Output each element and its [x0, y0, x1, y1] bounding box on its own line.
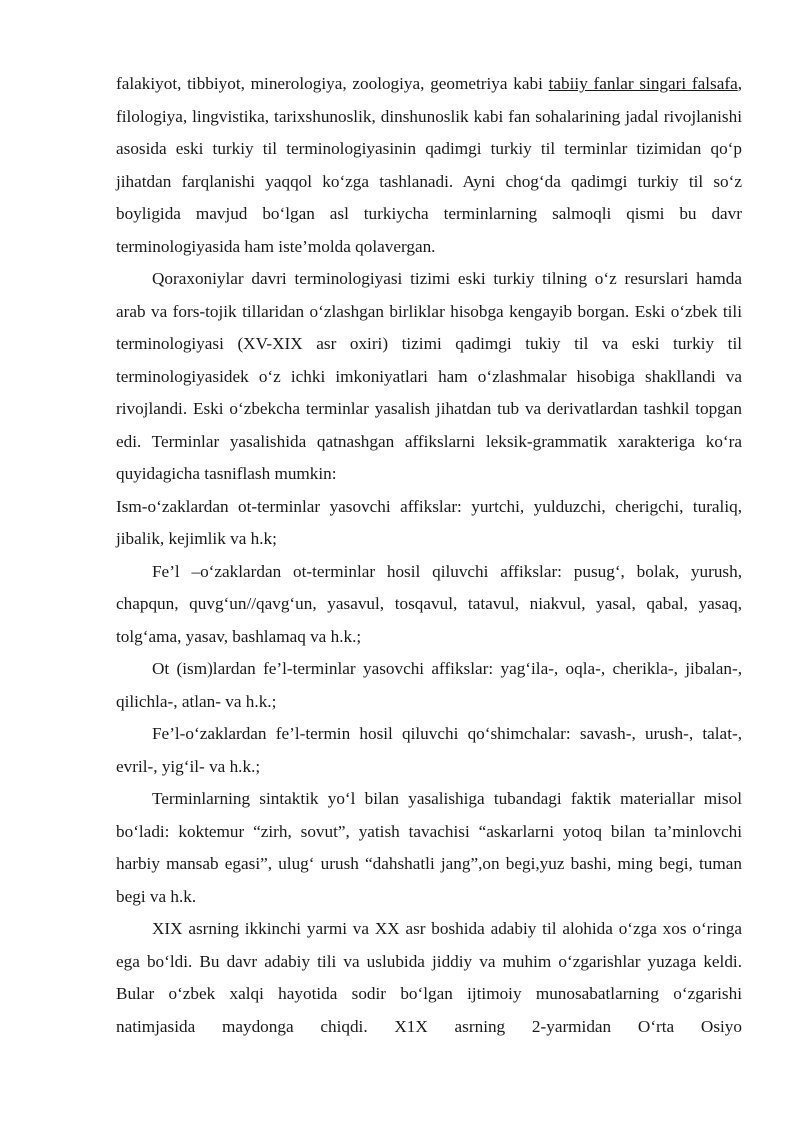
underlined-phrase: tabiiy fanlar singari falsafa	[548, 74, 738, 93]
paragraph-continued	[116, 68, 742, 263]
document-page	[116, 68, 742, 1043]
paragraph-text-after: , filologiya, lingvistika, tarixshunoslik, dinshunoslik kabi fan sohalarining jadal rivojlanishi asosida eski turkiy til terminologiyasinin qadimgi turkiy til terminlar tizimidan qo‘p jihatdan farqlanishi yaqqol ko‘zga tashlanadi. Ayni chog‘da qadimgi turkiy til so‘z boyligida mavjud bo‘lgan asl turkiycha terminlarning salmoqli qismi bu davr terminologiyasida ham iste’molda qolavergan.	[116, 74, 743, 256]
paragraph-fel-ozaklardan-ot: Fe’l –o‘zaklardan ot-terminlar hosil qiluvchi affikslar: pusug‘, bolak, yurush, chapqun, quvg‘un//qavg‘un, yasavul, tosqavul, tatavul, niakvul, yasal, qabal, yasaq, tolg‘ama, yasav, bashlamaq va h.k.;	[116, 561, 742, 646]
paragraph-ism-ozaklardan: Ism-o‘zaklardan ot-terminlar yasovchi affikslar: yurtchi, yulduzchi, cherigchi, turaliq, jibalik, kejimlik va h.k;	[116, 496, 742, 548]
paragraph-sintaktik: Terminlarning sintaktik yo‘l bilan yasalishiga tubandagi faktik materiallar misol bo‘ladi: koktemur “zirh, sovut”, yatish tavachisi “askarlarni yotoq bilan ta’minlovchi harbiy mansab egasi”, ulug‘ urush “dahshatli jang”,on begi,yuz bashi, ming begi, tuman begi va h.k.	[116, 789, 742, 906]
paragraph-ot-ismlardan: Ot (ism)lardan fe’l-terminlar yasovchi affikslar: yag‘ila-, oqla-, cherikla-, jibalan-, qilichla-, atlan- va h.k.;	[116, 659, 742, 711]
paragraph-xix-asr: XIX asrning ikkinchi yarmi va XX asr boshida adabiy til alohida o‘zga xos o‘ringa ega bo‘ldi. Bu davr adabiy tili va uslubida jiddiy va muhim o‘zgarishlar yuzaga keldi. Bular o‘zbek xalqi hayotida sodir bo‘lgan ijtimoiy munosabatlarning o‘zgarishi natimjasida maydonga chiqdi. X1X asrning 2-yarmidan O‘rta Osiyo	[116, 919, 742, 1036]
paragraph-qoraxoniylar: Qoraxoniylar davri terminologiyasi tizimi eski turkiy tilning o‘z resurslari hamda arab va fors-tojik tillaridan o‘zlashgan birliklar hisobga kengayib borgan. Eski o‘zbek tili terminologiyasi (XV-XIX asr oxiri) tizimi qadimgi tukiy til va eski turkiy til terminologiyasidek o‘z ichki imkoniyatlari ham o‘zlashmalar hisobiga shakllandi va rivojlandi. Eski o‘zbekcha terminlar yasalish jihatdan tub va derivatlardan tashkil topgan edi. Terminlar yasalishida qatnashgan affikslarni leksik-grammatik xarakteriga ko‘ra quyidagicha tasniflash mumkin:	[116, 269, 742, 483]
paragraph-text-before: falakiyot, tibbiyot, minerologiya, zoologiya, geometriya kabi	[116, 74, 549, 93]
paragraph-fel-ozaklardan-fel: Fe’l-o‘zaklardan fe’l-termin hosil qiluvchi qo‘shimchalar: savash-, urush-, talat-, evril-, yig‘il- va h.k.;	[116, 724, 742, 776]
